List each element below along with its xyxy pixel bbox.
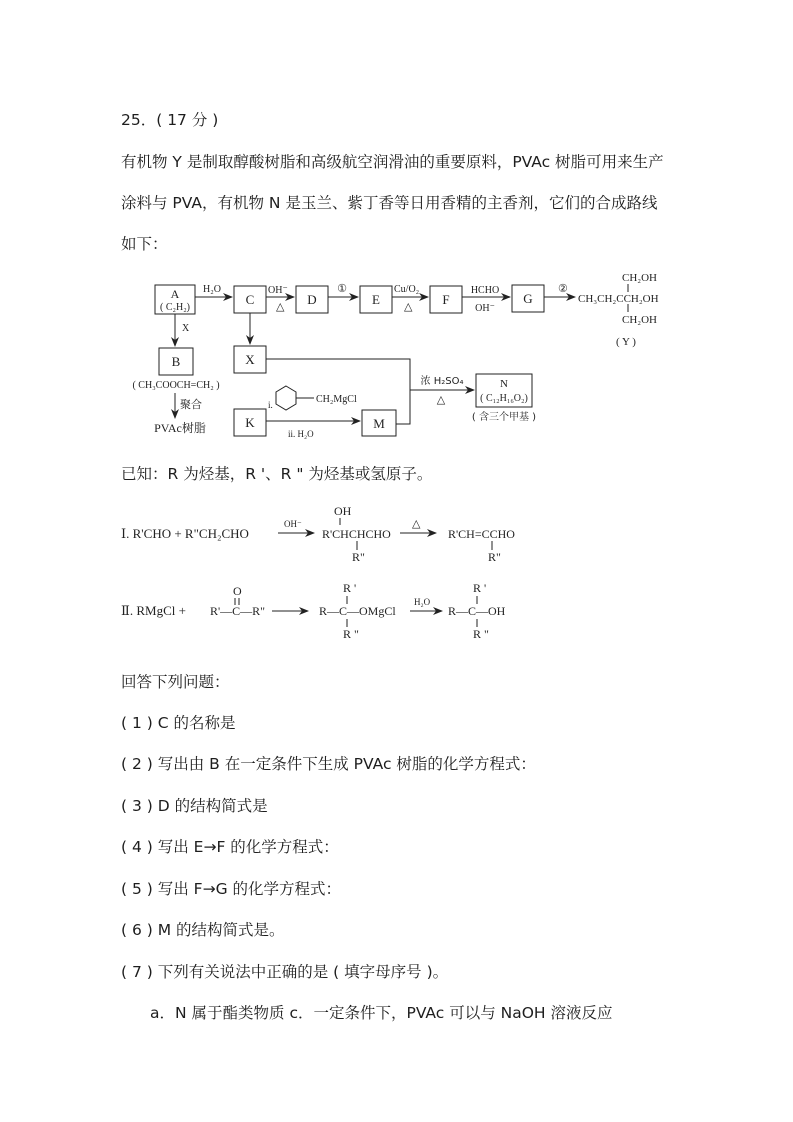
node-N: N (500, 378, 508, 390)
svg-text:OH⁻: OH⁻ (268, 285, 288, 296)
svg-text:O: O (233, 584, 242, 598)
svg-text:R ': R ' (473, 581, 487, 595)
svg-text:PVAc树脂: PVAc树脂 (154, 421, 206, 435)
node-X: X (245, 352, 255, 367)
svg-text:X: X (182, 323, 190, 334)
node-M: M (373, 416, 385, 431)
svg-text:H₂O: H₂O (203, 284, 221, 295)
node-B-formula: ( CH₃COOCH=CH₂ ) (132, 380, 220, 391)
node-D: D (307, 292, 317, 307)
svg-text:②: ② (558, 283, 568, 295)
svg-text:R": R" (352, 550, 365, 564)
svg-text:CH₂OH: CH₂OH (622, 272, 658, 284)
svg-text:OH: OH (334, 504, 352, 518)
question-1: ( 1 ) C 的名称是 (121, 714, 236, 732)
svg-text:H₂O: H₂O (414, 597, 431, 607)
svg-text:CH₃CH₂CCH₂OH: CH₃CH₂CCH₂OH (578, 293, 659, 305)
svg-text:△: △ (412, 518, 421, 530)
question-number: 25．( 17 分 ) (121, 111, 219, 129)
known-reaction-1 (0, 495, 793, 575)
node-B: B (171, 354, 181, 369)
svg-text:R'—C—R": R'—C—R" (210, 604, 266, 618)
svg-text:R'CH=CCHO: R'CH=CCHO (448, 527, 515, 541)
node-F: F (442, 292, 450, 307)
question-5: ( 5 ) 写出 F→G 的化学方程式： (121, 880, 342, 898)
svg-text:Ⅱ. RMgCl +: Ⅱ. RMgCl + (121, 603, 186, 618)
node-K: K (245, 415, 255, 430)
svg-text:Ⅰ. R'CHO + R"CH₂CHO: Ⅰ. R'CHO + R"CH₂CHO (121, 526, 249, 541)
question-2: ( 2 ) 写出由 B 在一定条件下生成 PVAc 树脂的化学方程式： (121, 755, 536, 773)
node-A: A (170, 287, 180, 301)
question-4: ( 4 ) 写出 E→F 的化学方程式： (121, 838, 339, 856)
svg-text:△: △ (276, 301, 285, 313)
svg-text:聚合: 聚合 (180, 398, 202, 411)
question-7: ( 7 ) 下列有关说法中正确的是 ( 填字母序号 )。 (121, 963, 449, 981)
svg-text:OH⁻: OH⁻ (284, 519, 302, 529)
intro-line-3: 如下： (121, 235, 168, 253)
known-title: 已知：R 为烃基，R '、R " 为烃基或氢原子。 (121, 465, 433, 483)
svg-text:( Y ): ( Y ) (616, 336, 636, 348)
node-C: C (245, 292, 255, 307)
svg-text:△: △ (404, 301, 413, 313)
svg-text:R ": R " (473, 627, 489, 641)
synthesis-route-diagram (0, 0, 793, 450)
svg-text:R ": R " (343, 627, 359, 641)
svg-text:Cu/O₂: Cu/O₂ (394, 284, 420, 295)
node-G: G (523, 291, 533, 306)
svg-text:CH₂MgCl: CH₂MgCl (316, 394, 357, 405)
node-N-formula: ( C₁₂H₁₆O₂) (480, 393, 528, 404)
svg-text:R—C—OH: R—C—OH (448, 604, 506, 618)
question-3: ( 3 ) D 的结构简式是 (121, 797, 268, 815)
svg-text:浓 H₂SO₄: 浓 H₂SO₄ (420, 376, 464, 387)
svg-text:R—C—OMgCl: R—C—OMgCl (319, 604, 396, 618)
svg-text:△: △ (436, 394, 446, 406)
svg-text:CH₂OH: CH₂OH (622, 314, 658, 326)
intro-line-2: 涂料与 PVA，有机物 N 是玉兰、紫丁香等日用香精的主香剂，它们的合成路线 (121, 194, 658, 212)
node-A-formula: ( C₂H₂) (159, 302, 191, 313)
question-7-options: a．N 属于酯类物质 c．一定条件下，PVAc 可以与 NaOH 溶液反应 (150, 1004, 613, 1022)
known-reaction-2 (0, 575, 793, 650)
svg-text:①: ① (337, 283, 347, 295)
svg-text:R ': R ' (343, 581, 357, 595)
svg-text:HCHO: HCHO (470, 285, 500, 296)
svg-text:OH⁻: OH⁻ (475, 303, 495, 314)
svg-text:R'CHCHCHO: R'CHCHCHO (322, 527, 391, 541)
node-E: E (372, 292, 380, 307)
svg-text:ii. H₂O: ii. H₂O (288, 429, 314, 439)
svg-text:i.: i. (268, 400, 273, 410)
node-N-note: ( 含三个甲基 ) (471, 412, 537, 423)
questions-header: 回答下列问题： (121, 673, 230, 691)
question-6: ( 6 ) M 的结构简式是。 (121, 921, 285, 939)
intro-line-1: 有机物 Y 是制取醇酸树脂和高级航空润滑油的重要原料，PVAc 树脂可用来生产 (121, 153, 664, 171)
svg-text:R": R" (488, 550, 501, 564)
